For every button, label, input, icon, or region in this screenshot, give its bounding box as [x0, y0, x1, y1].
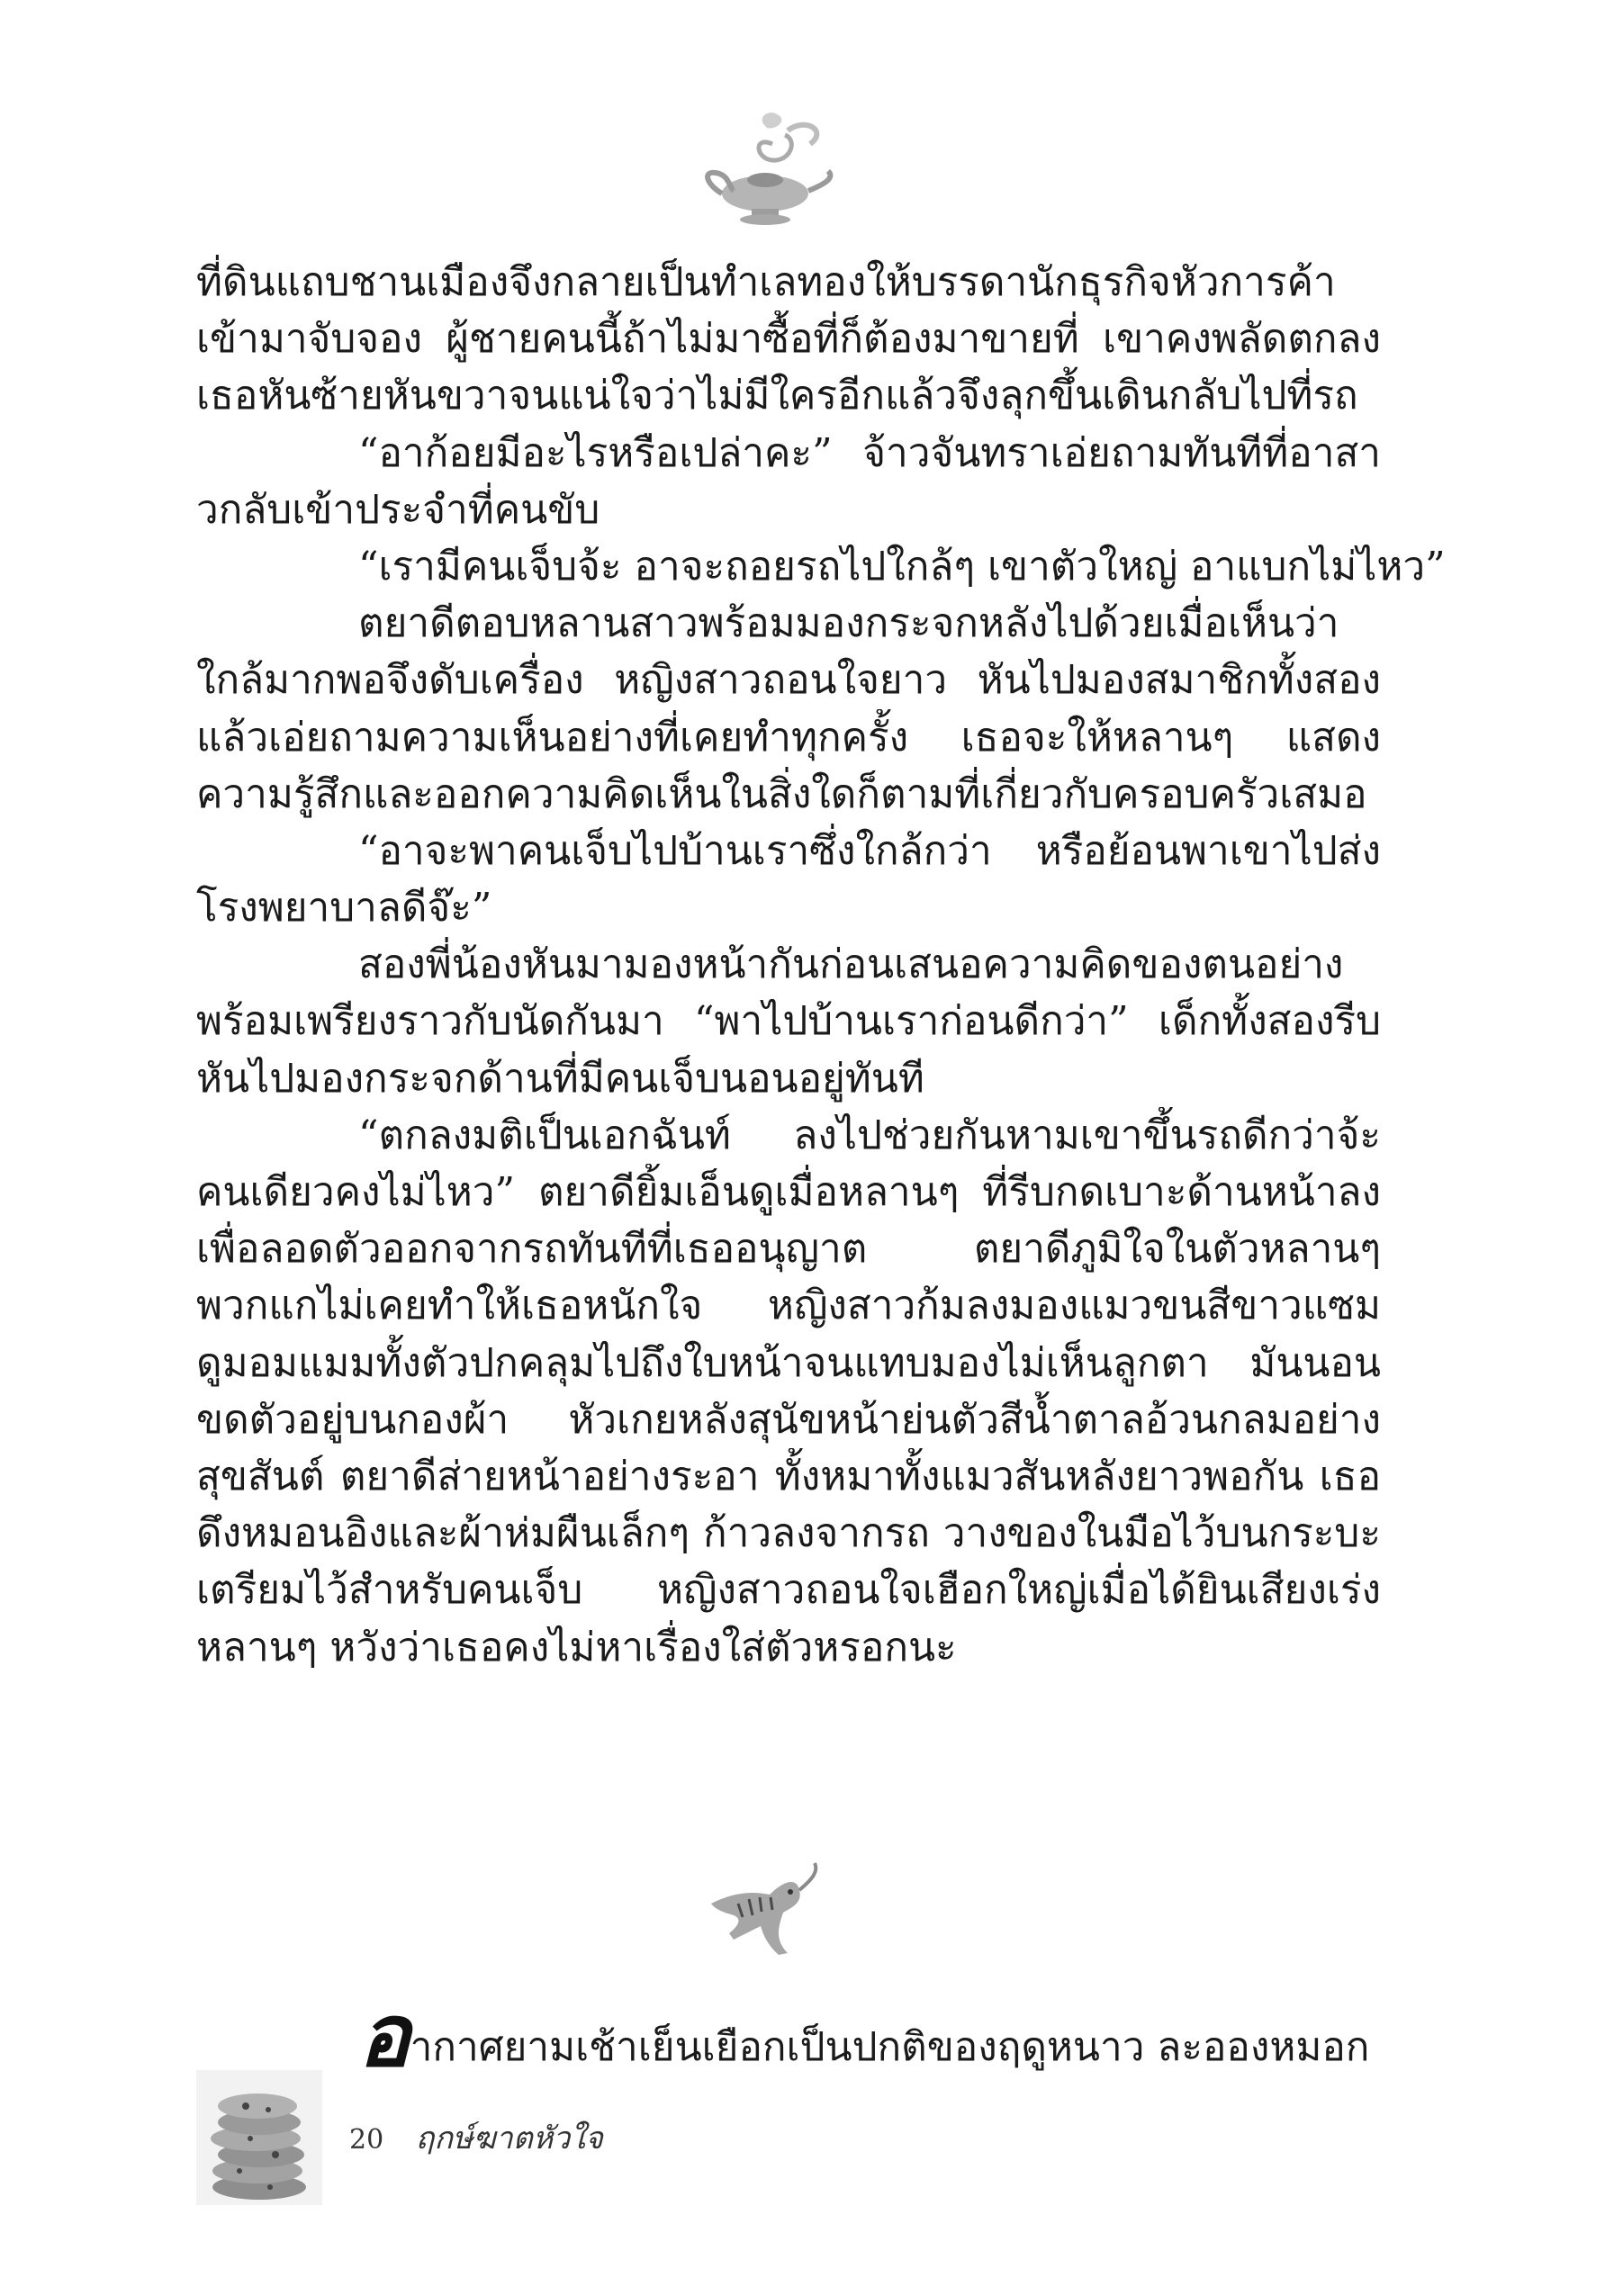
- tiger-icon: [693, 1854, 828, 1980]
- text-line: แล้วเอ่ยถามความเห็นอย่างที่เคยทำทุกครั้ง เธอจะให้หลานๆ แสดง: [196, 714, 1381, 761]
- page-number: 20: [349, 2124, 384, 2156]
- text-line: วกลับเข้าประจำที่คนขับ: [196, 486, 600, 533]
- paragraph: [196, 1107, 1381, 1676]
- text-line: ขดตัวอยู่บนกองผ้า หัวเกยหลังสุนัขหน้าย่นตัวสีน้ำตาลอ้วนกลมอย่าง: [196, 1396, 1381, 1443]
- paragraph: [196, 595, 1381, 823]
- paragraph: [196, 538, 1446, 595]
- text-line: “อาก้อยมีอะไรหรือเปล่าคะ” จ้าวจันทราเอ่ยถามทันทีที่อาสา: [358, 429, 1381, 476]
- paragraph: [196, 254, 1381, 425]
- text-line: ที่ดินแถบชานเมืองจึงกลายเป็นทำเลทองให้บรรดานักธุรกิจหัวการค้า: [196, 259, 1336, 305]
- text-line: “อาจะพาคนเจ็บไปบ้านเราซึ่งใกล้กว่า หรือย้อนพาเขาไปส่ง: [358, 827, 1381, 874]
- book-title: ฤกษ์ฆาตหัวใจ: [415, 2120, 603, 2156]
- cookie-stack-icon: [196, 2070, 322, 2205]
- text-line: ใกล้มากพอจึงดับเครื่อง หญิงสาวถอนใจยาว หันไปมองสมาชิกทั้งสอง: [196, 657, 1381, 704]
- text-line: ดึงหมอนอิงและผ้าห่มผืนเล็กๆ ก้าวลงจากรถ วางของในมือไว้บนกระบะ: [196, 1510, 1381, 1557]
- text-line: ดูมอมแมมทั้งตัวปกคลุมไปถึงใบหน้าจนแทบมองไม่เห็นลูกตา มันนอน: [196, 1339, 1381, 1386]
- text-line: คนเดียวคงไม่ไหว” ตยาดียิ้มเอ็นดูเมื่อหลานๆ ที่รีบกดเบาะด้านหน้าลง: [196, 1169, 1381, 1215]
- text-line: หลานๆ หวังว่าเธอคงไม่หาเรื่องใส่ตัวหรอกนะ: [196, 1624, 957, 1670]
- text-line: เตรียมไว้สำหรับคนเจ็บ หญิงสาวถอนใจเฮือกใหญ่เมื่อได้ยินเสียงเร่ง: [196, 1567, 1381, 1614]
- text-line: “ตกลงมติเป็นเอกฉันท์ ลงไปช่วยกันหามเขาขึ้นรถดีกว่าจ้ะ: [358, 1112, 1381, 1158]
- text-line: โรงพยาบาลดีจ๊ะ”: [196, 885, 492, 932]
- text-line: เข้ามาจับจอง ผู้ชายคนนี้ถ้าไม่มาซื้อที่ก็ต้องมาขายที่ เขาคงพลัดตกลง: [196, 316, 1381, 363]
- genie-lamp-icon: [702, 108, 837, 234]
- text-line: พวกแกไม่เคยทำให้เธอหนักใจ หญิงสาวก้มลงมองแมวขนสีขาวแซม: [196, 1283, 1381, 1329]
- text-line: เพื่อลอดตัวออกจากรถทันทีที่เธออนุญาต ตยาดีภูมิใจในตัวหลานๆ: [196, 1226, 1381, 1273]
- text-line: พร้อมเพรียงราวกับนัดกันมา “พาไปบ้านเราก่อนดีกว่า” เด็กทั้งสองรีบ: [196, 998, 1381, 1045]
- text-line: หันไปมองกระจกด้านที่มีคนเจ็บนอนอยู่ทันที: [196, 1055, 924, 1102]
- text-line: สองพี่น้องหันมามองหน้ากันก่อนเสนอความคิดของตนอย่าง: [358, 941, 1344, 988]
- page-footer: [349, 2113, 603, 2162]
- text-line: “เรามีคนเจ็บจ้ะ อาจะถอยรถไปใกล้ๆ เขาตัวใหญ่ อาแบกไม่ไหว”: [358, 543, 1446, 590]
- text-line: ตยาดีตอบหลานสาวพร้อมมองกระจกหลังไปด้วยเมื่อเห็นว่า: [358, 600, 1339, 647]
- section-first-line: ากาศยามเช้าเย็นเยือกเป็นปกติของฤดูหนาว ละอองหมอก: [410, 2024, 1370, 2070]
- body-text: [196, 254, 1446, 1676]
- paragraph: [196, 823, 1381, 936]
- text-line: เธอหันซ้ายหันขวาจนแน่ใจว่าไม่มีใครอีกแล้วจึงลุกขึ้นเดินกลับไปที่รถ: [196, 373, 1358, 419]
- text-line: ความรู้สึกและออกความคิดเห็นในสิ่งใดก็ตามที่เกี่ยวกับครอบครัวเสมอ: [196, 770, 1367, 817]
- text-line: สุขสันต์ ตยาดีส่ายหน้าอย่างระอา ทั้งหมาทั้งแมวสันหลังยาวพอกัน เธอ: [196, 1453, 1381, 1499]
- drop-cap: อ: [358, 1985, 410, 2086]
- section-opening: [358, 1985, 1381, 2086]
- paragraph: [196, 425, 1381, 538]
- paragraph: [196, 936, 1381, 1107]
